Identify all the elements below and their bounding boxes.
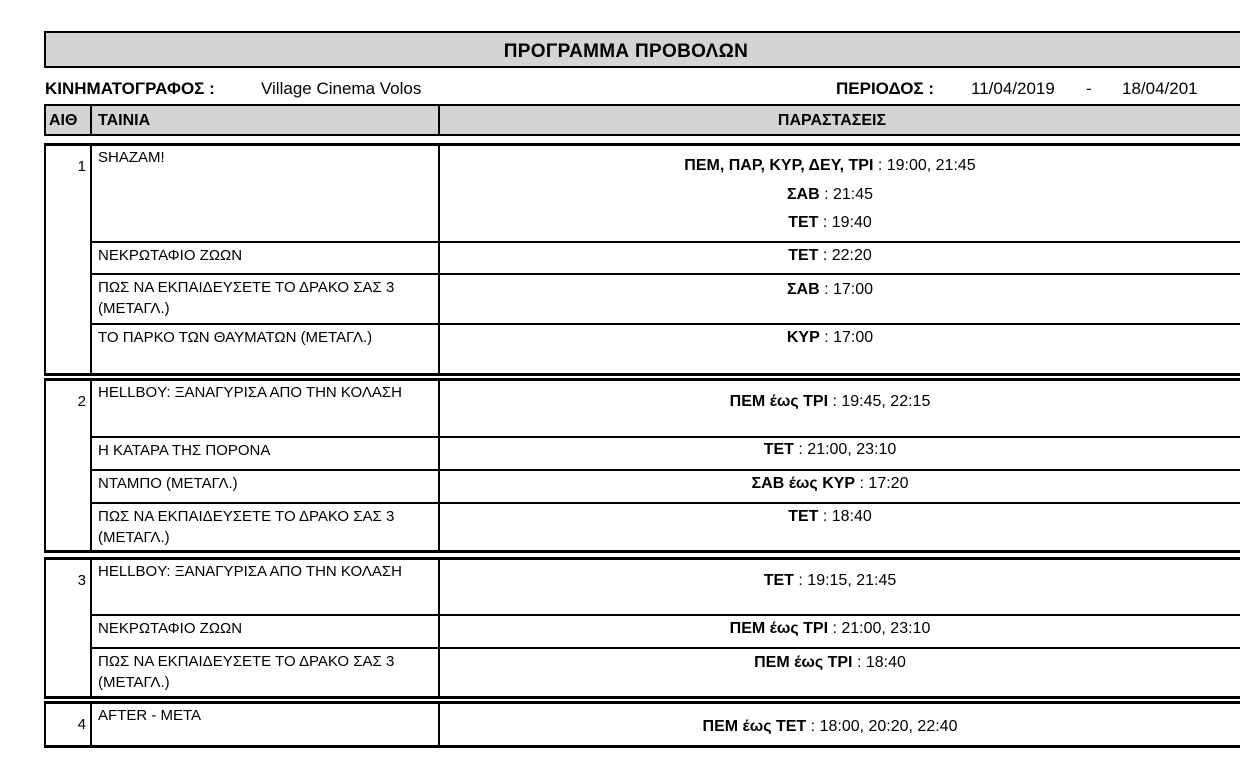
showtime-line xyxy=(440,282,1220,298)
row-divider xyxy=(92,241,1240,243)
hall-top-border xyxy=(44,701,1240,704)
show-times: : 19:15, 21:45 xyxy=(793,572,897,589)
row-divider xyxy=(92,436,1240,438)
showtime-line xyxy=(440,187,1220,203)
showtime-line xyxy=(440,158,1220,174)
show-days: ΠΕΜ έως ΤΡΙ xyxy=(729,620,829,637)
film-title: HELLBOY: ΞΑΝΑΓΥΡΙΣΑ ΑΠΟ ΤΗΝ ΚΟΛΑΣΗ xyxy=(98,384,402,401)
period-separator: - xyxy=(1086,79,1092,98)
row-divider xyxy=(92,647,1240,649)
row-divider xyxy=(92,323,1240,325)
show-times: : 19:40 xyxy=(818,214,872,231)
row-divider xyxy=(92,273,1240,275)
show-days: ΤΕΤ xyxy=(788,508,819,525)
hall-divider xyxy=(90,557,92,699)
show-days: ΠΕΜ, ΠΑΡ, ΚΥΡ, ΔΕΥ, ΤΡΙ xyxy=(684,157,874,174)
show-days: ΣΑΒ έως ΚΥΡ xyxy=(751,475,856,492)
showtime-line xyxy=(440,215,1220,231)
show-days: ΠΕΜ έως ΤΡΙ xyxy=(754,654,853,671)
show-days: ΠΕΜ έως ΤΡΙ xyxy=(729,393,829,410)
showtime-line xyxy=(440,476,1220,492)
show-days: ΣΑΒ xyxy=(786,281,820,298)
film-title: ΠΩΣ ΝΑ ΕΚΠΑΙΔΕΥΣΕΤΕ ΤΟ ΔΡΑΚΟ ΣΑΣ 3 (ΜΕΤΑΓΛ.) xyxy=(98,508,395,546)
hall-number: 3 xyxy=(77,572,86,589)
film-title: ΠΩΣ ΝΑ ΕΚΠΑΙΔΕΥΣΕΤΕ ΤΟ ΔΡΑΚΟ ΣΑΣ 3 (ΜΕΤΑΓΛ.) xyxy=(98,279,395,317)
show-times: : 17:00 xyxy=(819,281,874,298)
show-times: : 18:40 xyxy=(818,508,872,525)
show-days: ΠΕΜ έως ΤΕΤ xyxy=(702,718,807,735)
hall-left-border xyxy=(44,143,46,376)
show-days: ΣΑΒ xyxy=(786,186,820,203)
film-title: ΝΕΚΡΩΤΑΦΙΟ ΖΩΩΝ xyxy=(98,620,243,637)
period-from: 11/04/2019 xyxy=(971,79,1055,98)
film-title: ΝΤΑΜΠΟ (ΜΕΤΑΓΛ.) xyxy=(98,475,238,492)
film-title: SHAZAM! xyxy=(98,149,165,166)
table-header xyxy=(44,104,1240,136)
show-times: : 22:20 xyxy=(818,247,872,264)
showtime-line xyxy=(440,509,1220,525)
show-days: ΤΕΤ xyxy=(788,247,819,264)
hall-top-border xyxy=(44,143,1240,146)
film-title: Η ΚΑΤΑΡΑ ΤΗΣ ΠΟΡΟΝΑ xyxy=(98,442,271,459)
show-times: : 18:00, 20:20, 22:40 xyxy=(806,718,958,735)
showtime-line xyxy=(440,621,1220,637)
hall-number: 4 xyxy=(77,716,86,733)
hall-number: 1 xyxy=(77,158,86,175)
cinema-name: Village Cinema Volos xyxy=(261,79,422,98)
hall-bottom-border xyxy=(44,696,1240,699)
show-times: : 21:00, 23:10 xyxy=(793,441,897,458)
show-days: ΚΥΡ xyxy=(786,329,820,346)
show-days: ΤΕΤ xyxy=(788,214,819,231)
showtime-line xyxy=(440,330,1220,346)
show-times: : 19:00, 21:45 xyxy=(873,157,976,174)
showtime-line xyxy=(440,655,1220,671)
period-label: ΠΕΡΙΟΔΟΣ : xyxy=(836,79,935,98)
showtime-line xyxy=(440,394,1220,410)
row-divider xyxy=(92,614,1240,616)
header-hall: ΑΙΘ xyxy=(49,112,78,129)
film-title: HELLBOY: ΞΑΝΑΓΥΡΙΣΑ ΑΠΟ ΤΗΝ ΚΟΛΑΣΗ xyxy=(98,563,402,580)
show-days: ΤΕΤ xyxy=(763,441,794,458)
hall-number: 2 xyxy=(77,393,86,410)
show-times: : 17:00 xyxy=(819,329,874,346)
hall-divider xyxy=(90,378,92,553)
showtime-line xyxy=(440,719,1220,735)
film-title: ΝΕΚΡΩΤΑΦΙΟ ΖΩΩΝ xyxy=(98,247,243,264)
row-divider xyxy=(92,502,1240,504)
header-shows: ΠΑΡΑΣΤΑΣΕΙΣ xyxy=(777,112,887,129)
show-times: : 19:45, 22:15 xyxy=(828,393,931,410)
header-film: ΤΑΙΝΙΑ xyxy=(98,112,151,129)
hall-top-border xyxy=(44,378,1240,381)
show-times: : 21:00, 23:10 xyxy=(828,620,931,637)
period-to: 18/04/201 xyxy=(1122,79,1198,98)
show-times: : 21:45 xyxy=(819,186,874,203)
showtime-line xyxy=(440,442,1220,458)
film-title: AFTER - ΜΕΤΑ xyxy=(98,707,202,724)
show-times: : 18:40 xyxy=(852,654,906,671)
row-divider xyxy=(92,469,1240,471)
page-title: ΠΡΟΓΡΑΜΜΑ ΠΡΟΒΟΛΩΝ xyxy=(503,41,749,62)
show-days: ΤΕΤ xyxy=(763,572,794,589)
showtime-line xyxy=(440,573,1220,589)
show-times: : 17:20 xyxy=(855,475,909,492)
hall-bottom-border xyxy=(44,745,1240,748)
hall-bottom-border xyxy=(44,550,1240,553)
hall-divider xyxy=(90,701,92,748)
cinema-label: ΚΙΝΗΜΑΤΟΓΡΑΦΟΣ : xyxy=(45,79,215,98)
film-title: ΤΟ ΠΑΡΚΟ ΤΩΝ ΘΑΥΜΑΤΩΝ (ΜΕΤΑΓΛ.) xyxy=(98,329,373,346)
hall-divider xyxy=(90,143,92,376)
film-title: ΠΩΣ ΝΑ ΕΚΠΑΙΔΕΥΣΕΤΕ ΤΟ ΔΡΑΚΟ ΣΑΣ 3 (ΜΕΤΑΓΛ.) xyxy=(98,653,395,691)
title-bar xyxy=(44,31,1240,68)
hall-bottom-border xyxy=(44,373,1240,376)
showtime-line xyxy=(440,248,1220,264)
hall-top-border xyxy=(44,557,1240,560)
